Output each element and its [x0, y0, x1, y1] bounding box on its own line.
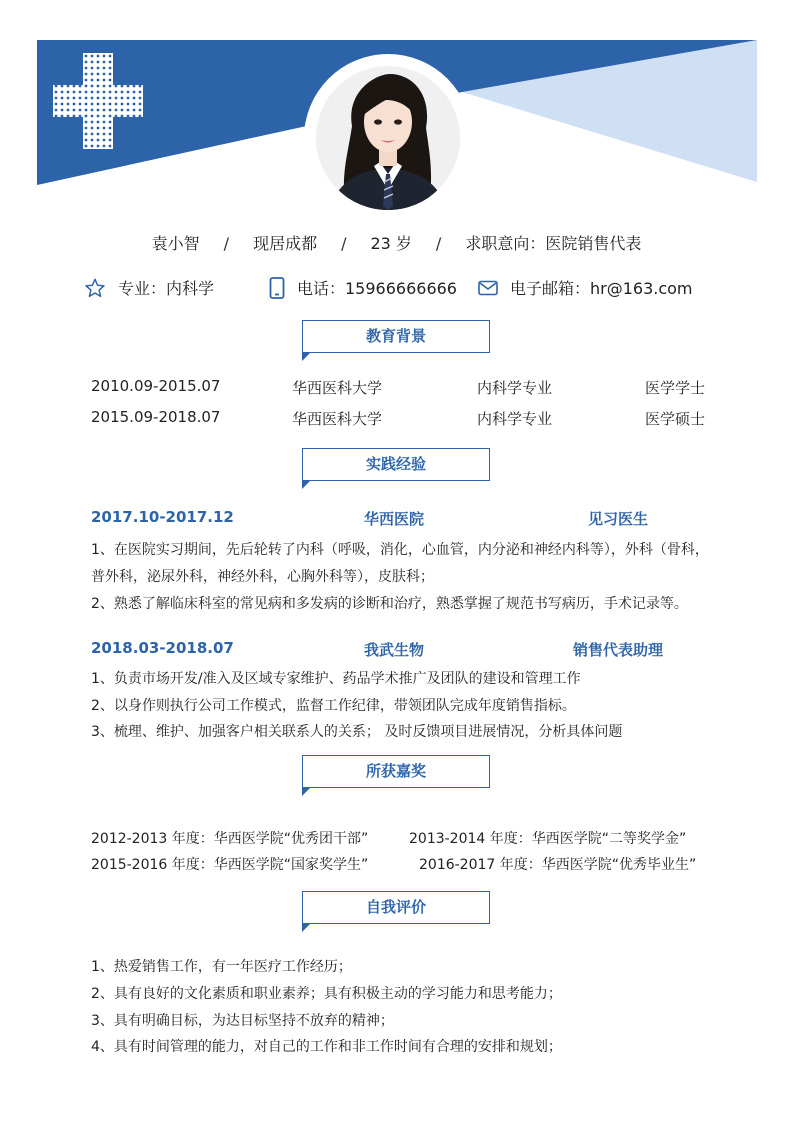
self-eval-item: 2、具有良好的文化素质和职业素养；具有积极主动的学习能力和思考能力； [91, 986, 562, 1002]
section-title: 自我评价 [365, 898, 426, 916]
self-eval-item: 4、具有时间管理的能力，对自己的工作和非工作时间有合理的安排和规划； [91, 1039, 562, 1055]
edu-period: 2015.09-2018.07 [91, 408, 221, 426]
experience-line: 1、在医院实习期间，先后轮转了内科（呼吸，消化，心血管，内分泌和神经内科等），外科（骨科， [91, 542, 709, 558]
name: 袁小智 [151, 234, 200, 253]
section-title: 实践经验 [365, 455, 426, 473]
education-row [91, 377, 731, 397]
star-icon [84, 277, 106, 299]
city: 现居成都 [253, 234, 318, 253]
section-title: 所获嘉奖 [365, 762, 426, 780]
section-title: 教育背景 [365, 327, 426, 345]
email-text: 电子邮箱：hr@163.com [510, 279, 693, 298]
exp-role: 销售代表助理 [573, 641, 664, 659]
edu-school: 华西医科大学 [292, 379, 383, 397]
edu-degree: 医学学士 [645, 379, 706, 397]
exp-org: 华西医院 [364, 510, 425, 528]
experience-line: 1、负责市场开发/准入及区域专家维护、药品学术推广及团队的建设和管理工作 [91, 671, 581, 687]
section-education-header [302, 320, 490, 353]
phone-text: 电话：15966666666 [297, 279, 457, 298]
contact-phone [269, 276, 457, 299]
contact-major [84, 276, 214, 299]
exp-org: 我武生物 [364, 641, 425, 659]
avatar [316, 66, 460, 210]
award-item: 2016-2017 年度：华西医学院“优秀毕业生” [419, 857, 697, 873]
separator: / [341, 234, 347, 253]
section-awards-header [302, 755, 490, 788]
edu-school: 华西医科大学 [292, 410, 383, 428]
experience-line: 3、梳理、维护、加强客户相关联系人的关系； 及时反馈项目进展情况，分析具体问题 [91, 724, 623, 740]
mail-icon [478, 280, 498, 296]
award-item: 2015-2016 年度：华西医学院“国家奖学生” [91, 857, 369, 873]
section-practice-header [302, 448, 490, 481]
exp-period: 2018.03-2018.07 [91, 639, 234, 657]
medical-cross-icon [53, 53, 143, 149]
award-item: 2012-2013 年度：华西医学院“优秀团干部” [91, 831, 369, 847]
separator: / [223, 234, 230, 253]
experience-line: 2、熟悉了解临床科室的常见病和多发病的诊断和治疗，熟悉掌握了规范书写病历，手术记录等。 [91, 596, 688, 612]
experience-line: 2、以身作则执行公司工作模式，监督工作纪律，带领团队完成年度销售指标。 [91, 698, 576, 714]
exp-role: 见习医生 [588, 510, 649, 528]
self-eval-item: 3、具有明确目标，为达目标坚持不放弃的精神； [91, 1013, 394, 1029]
experience-header [91, 508, 731, 528]
personal-summary-line [0, 231, 793, 254]
exp-period: 2017.10-2017.12 [91, 508, 234, 526]
age: 23 岁 [370, 234, 412, 253]
contact-email [478, 276, 693, 299]
major-text: 专业：内科学 [118, 279, 215, 298]
experience-header [91, 639, 731, 659]
self-eval-item: 1、热爱销售工作，有一年医疗工作经历； [91, 959, 352, 975]
job-intent: 求职意向：医院销售代表 [465, 234, 642, 253]
edu-period: 2010.09-2015.07 [91, 377, 221, 395]
award-item: 2013-2014 年度：华西医学院“二等奖学金” [409, 831, 687, 847]
edu-major: 内科学专业 [477, 379, 553, 397]
experience-line: 普外科，泌尿外科，神经外科，心胸外科等），皮肤科； [91, 569, 434, 585]
edu-degree: 医学硕士 [645, 410, 706, 428]
education-row [91, 408, 731, 428]
edu-major: 内科学专业 [477, 410, 553, 428]
section-self-eval-header [302, 891, 490, 924]
separator: / [435, 234, 442, 253]
phone-icon [269, 277, 285, 299]
